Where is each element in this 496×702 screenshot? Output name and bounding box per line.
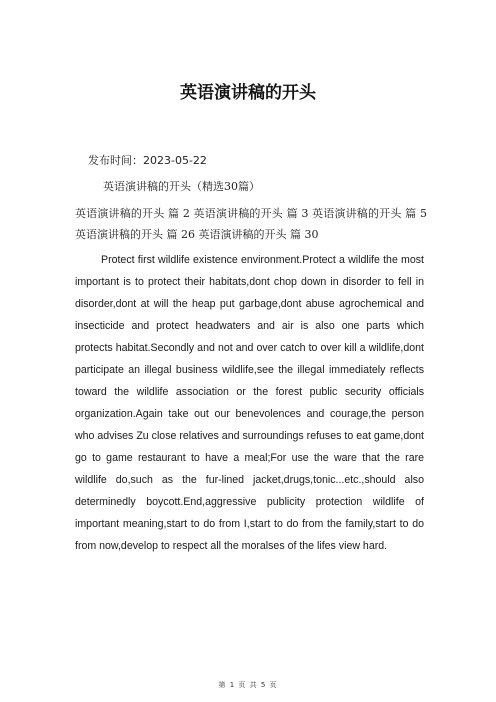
body-paragraph: Protect first wildlife existence environment.Protect a wildlife the most important is to protect their habitats,dont chop down in disorder to fell in disorder,dont at will the heap put garbage,dont abuse agrochemical and insecticide and protect headwaters and air is also one parts which protects habitat.Secondly and not and over catch to over kill a wildlife,dont participate an illegal business wildlife,see the illegal immediately reflects toward the wildlife association or the forest public security officials organization.Again take out our benevolences and courage,the person who advises Zu close relatives and surroundings refuses to eat game,dont go to game restaurant to have a meal;For use the ware that the rare wildlife do,such as the fur-lined jacket,drugs,tonic...etc.,should also determinedly boycott.End,aggressive publicity protection wildlife of important meaning,start to do from I,start to do from the family,start to do from now,develop to respect all the moralses of the lifes view hard. [75, 254, 424, 552]
document-subtitle: 英语演讲稿的开头（精选30篇） [103, 180, 260, 193]
page-footer: 第 1 页 共 5 页 [218, 681, 278, 689]
publish-date: 发布时间：2023-05-22 [88, 154, 207, 167]
toc-line: 英语演讲稿的开头 篇 2 英语演讲稿的开头 篇 3 英语演讲稿的开头 篇 5 英语演讲稿的开头 篇 26 英语演讲稿的开头 篇 30 [75, 207, 427, 241]
document-title: 英语演讲稿的开头 [180, 83, 316, 103]
